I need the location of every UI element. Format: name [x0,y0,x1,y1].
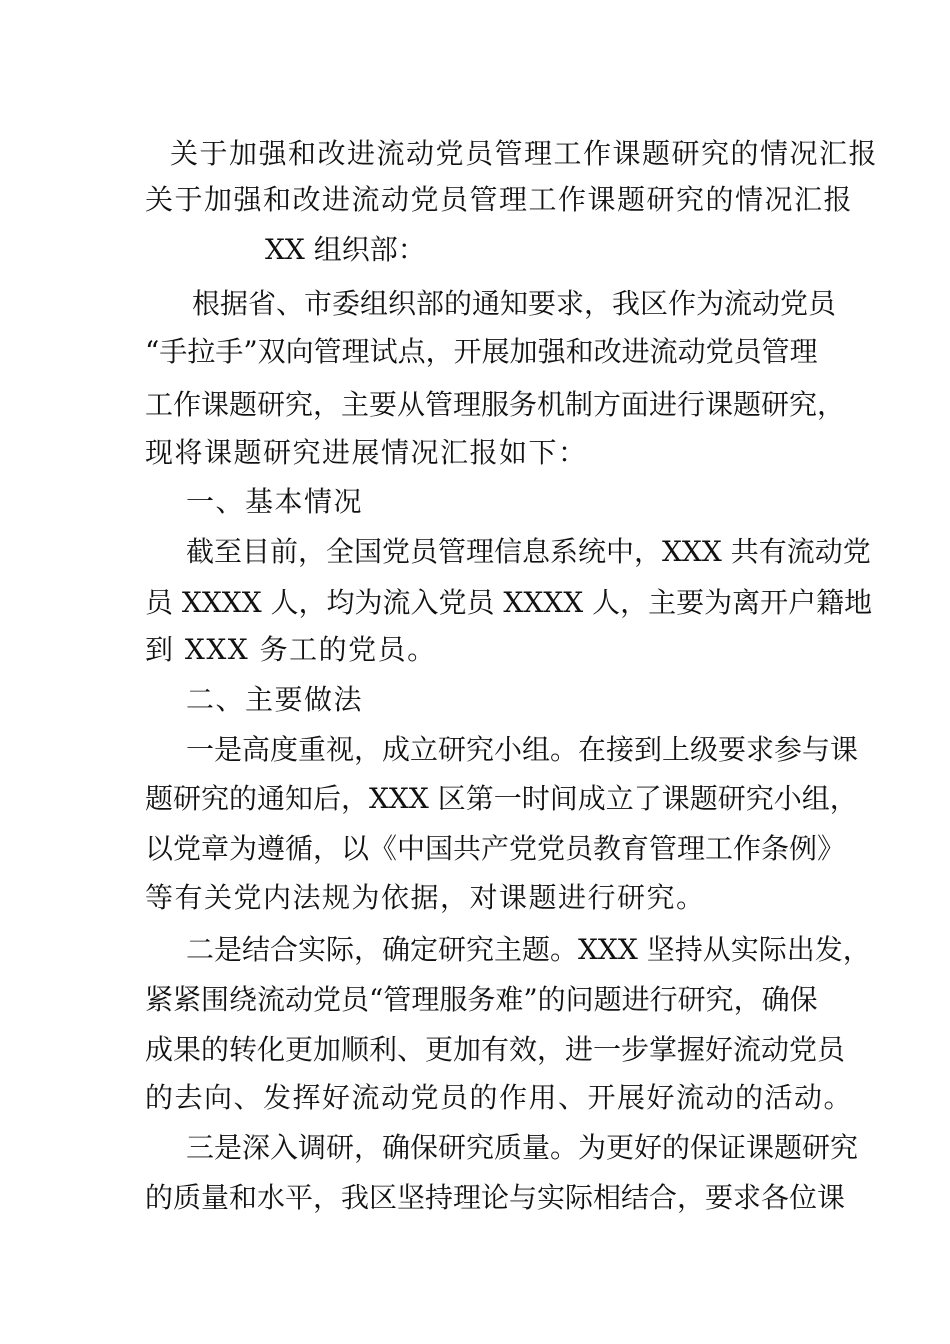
paragraph-5-line-1: 三是深入调研，确保研究质量。为更好的保证课题研究 [186,1131,859,1164]
section-heading-practices: 二、主要做法 [186,683,364,716]
paragraph-1-line-3: 工作课题研究，主要从管理服务机制方面进行课题研究， [145,388,846,421]
paragraph-4-line-3: 成果的转化更加顺利、更加有效，进一步掌握好流动党员 [145,1033,846,1066]
paragraph-3-line-4: 等有关党内法规为依据，对课题进行研究。 [145,881,706,914]
section-heading-basic: 一、基本情况 [186,485,364,518]
paragraph-1-line-1: 根据省、市委组织部的通知要求，我区作为流动党员 [192,287,837,320]
paragraph-4-line-2: 紧紧围绕流动党员“管理服务难”的问题进行研究，确保 [145,983,818,1016]
document-title-repeat: 关于加强和改进流动党员管理工作课题研究的情况汇报 [145,183,854,216]
paragraph-3-line-3: 以党章为遵循，以《中国共产党党员教育管理工作条例》 [145,832,846,865]
paragraph-1-line-4: 现将课题研究进展情况汇报如下： [145,436,588,469]
paragraph-2-line-3: 到 XXX 务工的党员。 [145,633,437,666]
paragraph-4-line-1: 二是结合实际，确定研究主题。XXX 坚持从实际出发， [186,933,871,966]
paragraph-5-line-2: 的质量和水平，我区坚持理论与实际相结合，要求各位课 [145,1181,846,1214]
paragraph-2-line-1: 截至目前，全国党员管理信息系统中，XXX 共有流动党 [186,535,871,568]
paragraph-3-line-2: 题研究的通知后，XXX 区第一时间成立了课题研究小组， [145,782,858,815]
addressee: XX 组织部： [265,233,426,266]
document-title: 关于加强和改进流动党员管理工作课题研究的情况汇报 [170,137,879,170]
paragraph-2-line-2: 员 XXXX 人，均为流入党员 XXXX 人，主要为离开户籍地 [145,586,873,619]
paragraph-4-line-4: 的去向、发挥好流动党员的作用、开展好流动的活动。 [145,1081,854,1114]
paragraph-1-line-2: “手拉手”双向管理试点，开展加强和改进流动党员管理 [145,335,818,368]
paragraph-3-line-1: 一是高度重视，成立研究小组。在接到上级要求参与课 [186,733,859,766]
